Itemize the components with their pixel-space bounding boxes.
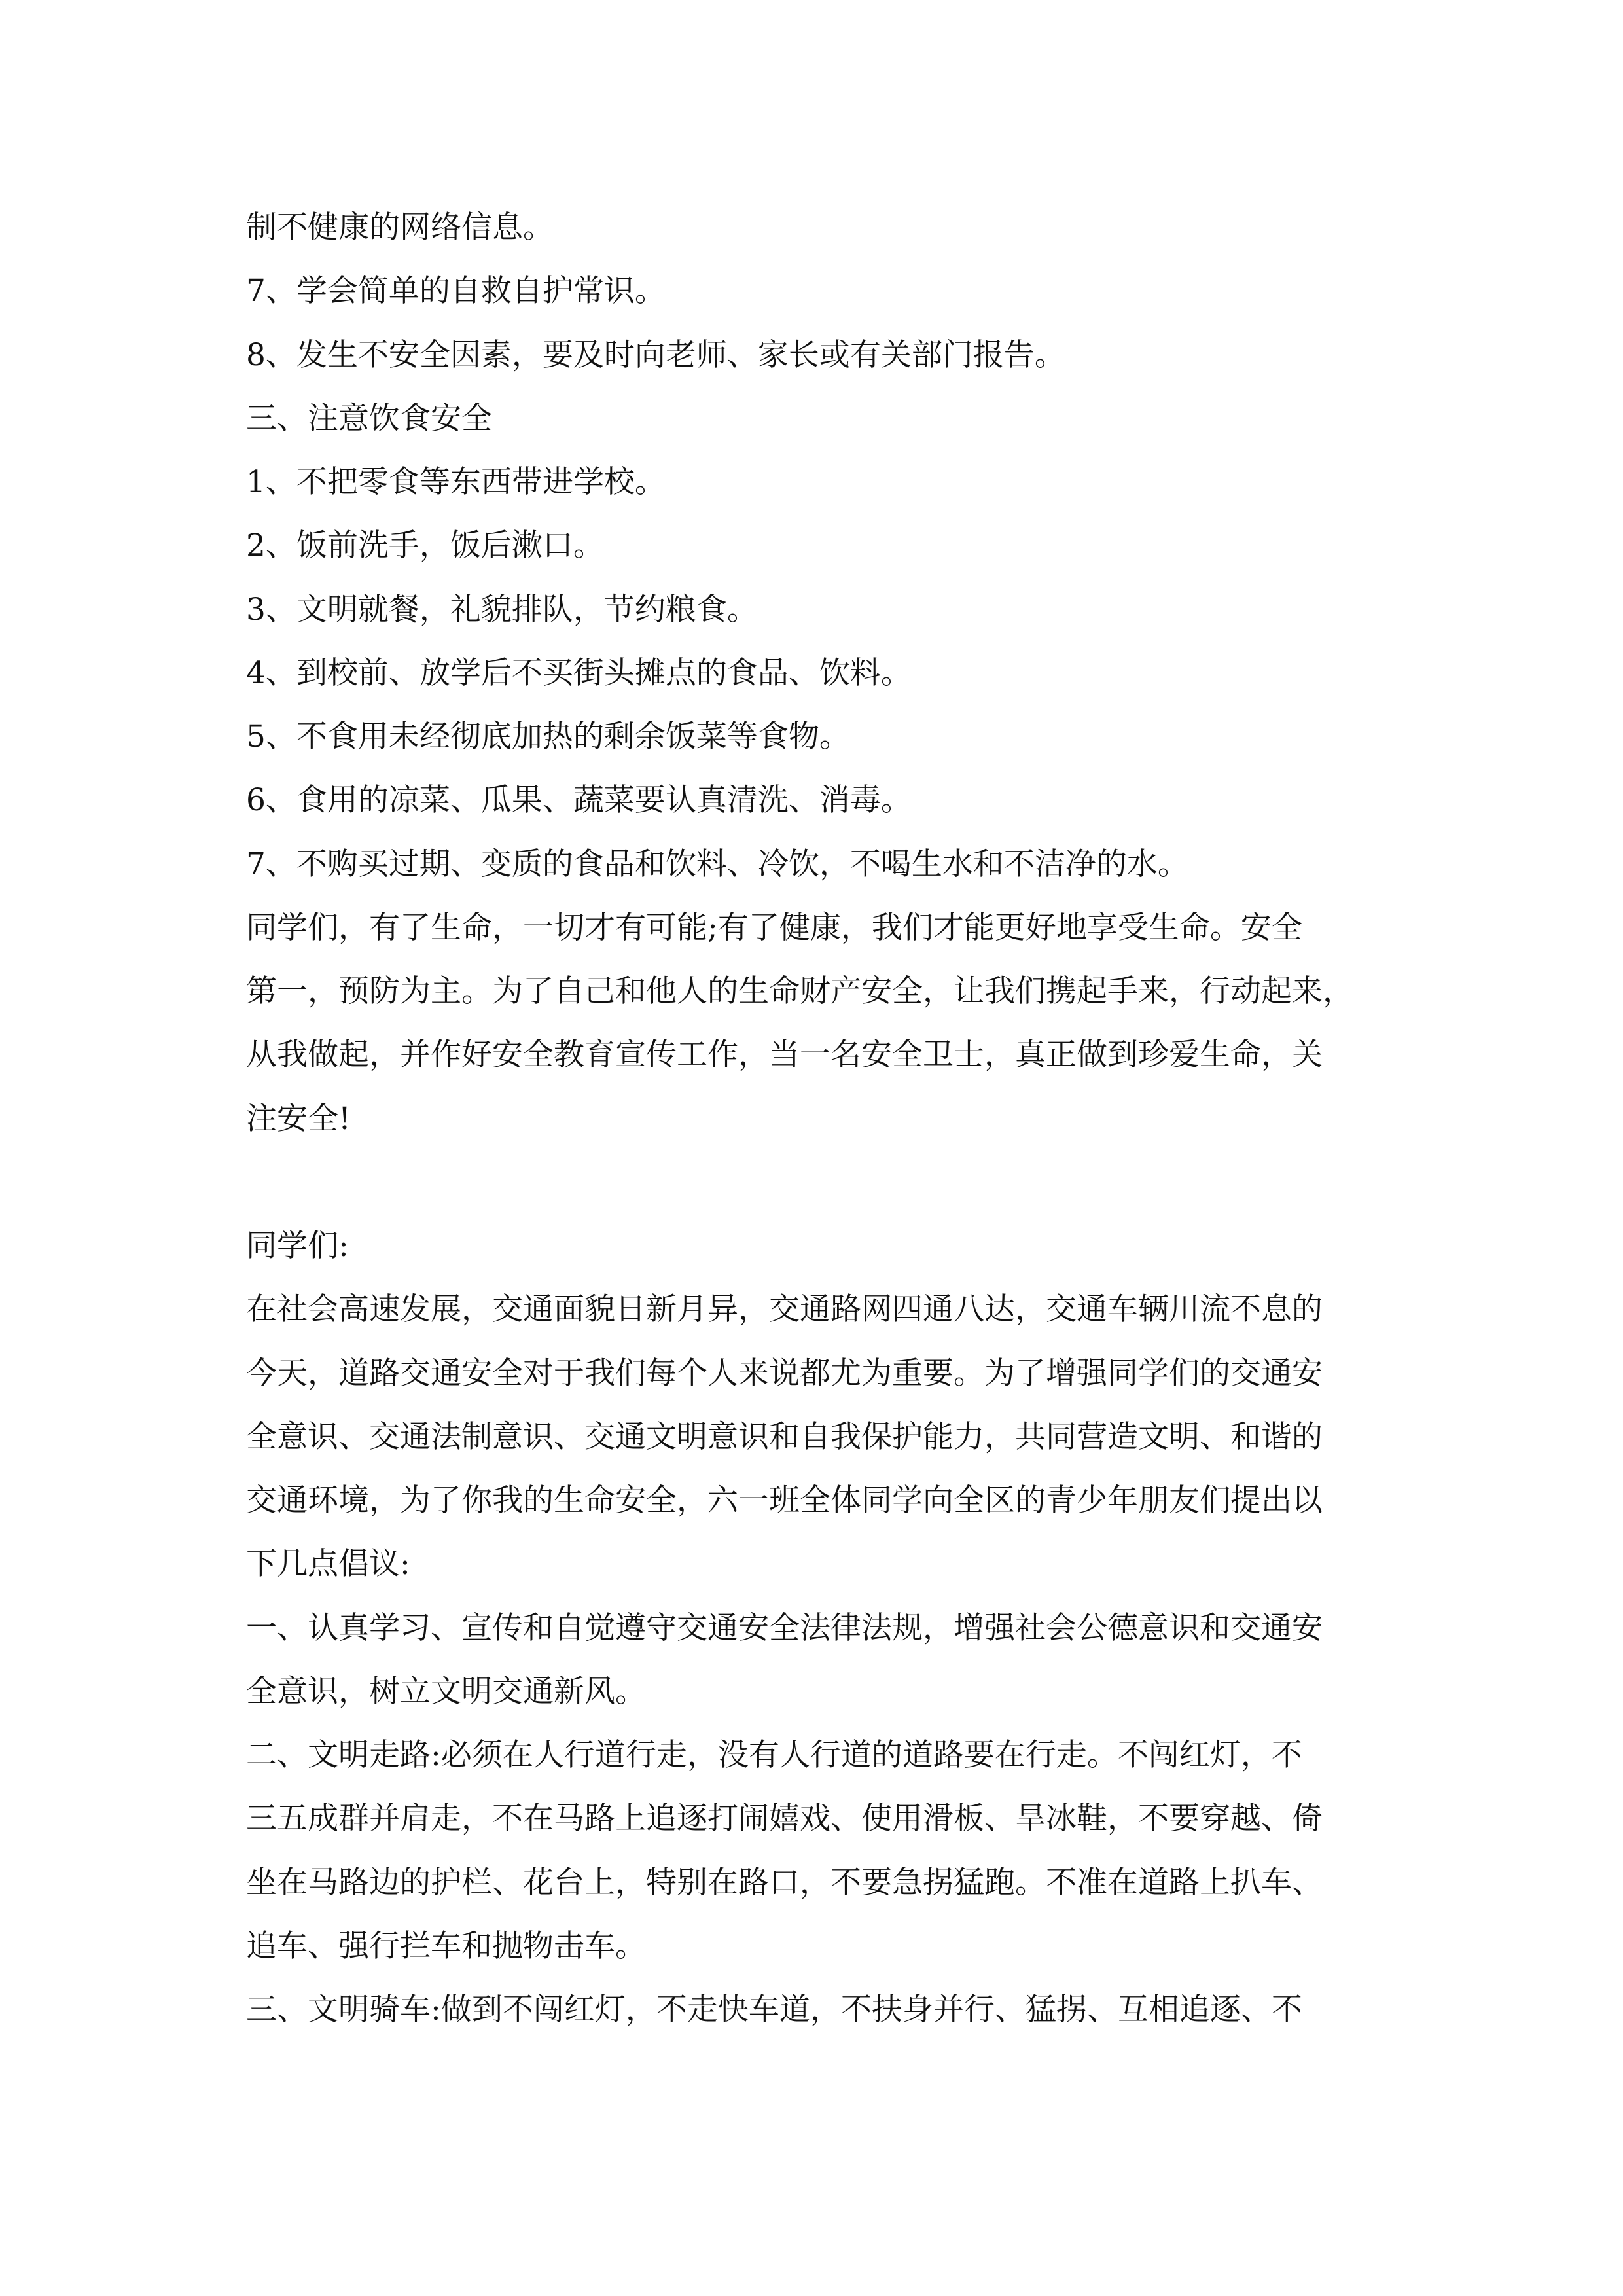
text-line: 二、文明走路:必须在人行道行走，没有人行道的道路要在行走。不闯红灯，不	[246, 1737, 1302, 1773]
text-line: 全意识，树立文明交通新风。	[246, 1674, 646, 1710]
text-line: 下几点倡议:	[246, 1546, 410, 1582]
text-line: 三、文明骑车:做到不闯红灯，不走快车道，不扶身并行、猛拐、互相追逐、不	[246, 1992, 1302, 2028]
text-line: 7、学会简单的自救自护常识。	[246, 273, 666, 309]
text-line: 7、不购买过期、变质的食品和饮料、冷饮，不喝生水和不洁净的水。	[246, 846, 1188, 882]
text-line: 全意识、交通法制意识、交通文明意识和自我保护能力，共同营造文明、和谐的	[246, 1419, 1323, 1455]
salutation: 同学们:	[246, 1228, 349, 1264]
text-line: 交通环境，为了你我的生命安全，六一班全体同学向全区的青少年朋友们提出以	[246, 1482, 1323, 1518]
text-line: 从我做起，并作好安全教育宣传工作，当一名安全卫士，真正做到珍爱生命，关	[246, 1037, 1323, 1073]
text-line: 一、认真学习、宣传和自觉遵守交通安全法律法规，增强社会公德意识和交通安	[246, 1610, 1323, 1646]
text-line: 3、文明就餐，礼貌排队，节约粮食。	[246, 592, 758, 628]
text-line: 同学们，有了生命，一切才有可能;有了健康，我们才能更好地享受生命。安全	[246, 910, 1302, 946]
text-line: 三五成群并肩走，不在马路上追逐打闹嬉戏、使用滑板、旱冰鞋，不要穿越、倚	[246, 1801, 1323, 1837]
text-line: 追车、强行拦车和抛物击车。	[246, 1928, 646, 1964]
text-line: 2、饭前洗手，饭后漱口。	[246, 528, 604, 564]
text-line: 4、到校前、放学后不买街头摊点的食品、饮料。	[246, 655, 912, 691]
text-line: 5、不食用未经彻底加热的剩余饭菜等食物。	[246, 719, 850, 755]
text-line: 制不健康的网络信息。	[246, 209, 554, 245]
text-line: 8、发生不安全因素，要及时向老师、家长或有关部门报告。	[246, 337, 1065, 373]
text-line: 在社会高速发展，交通面貌日新月异，交通路网四通八达，交通车辆川流不息的	[246, 1291, 1323, 1327]
text-line: 1、不把零食等东西带进学校。	[246, 464, 666, 500]
section-heading: 三、注意饮食安全	[246, 401, 492, 437]
text-line: 注安全!	[246, 1101, 351, 1137]
text-line: 6、食用的凉菜、瓜果、蔬菜要认真清洗、消毒。	[246, 782, 912, 818]
text-line: 今天，道路交通安全对于我们每个人来说都尤为重要。为了增强同学们的交通安	[246, 1355, 1323, 1391]
text-line: 坐在马路边的护栏、花台上，特别在路口，不要急拐猛跑。不准在道路上扒车、	[246, 1865, 1323, 1901]
text-line: 第一，预防为主。为了自己和他人的生命财产安全，让我们携起手来，行动起来，	[246, 973, 1353, 1009]
